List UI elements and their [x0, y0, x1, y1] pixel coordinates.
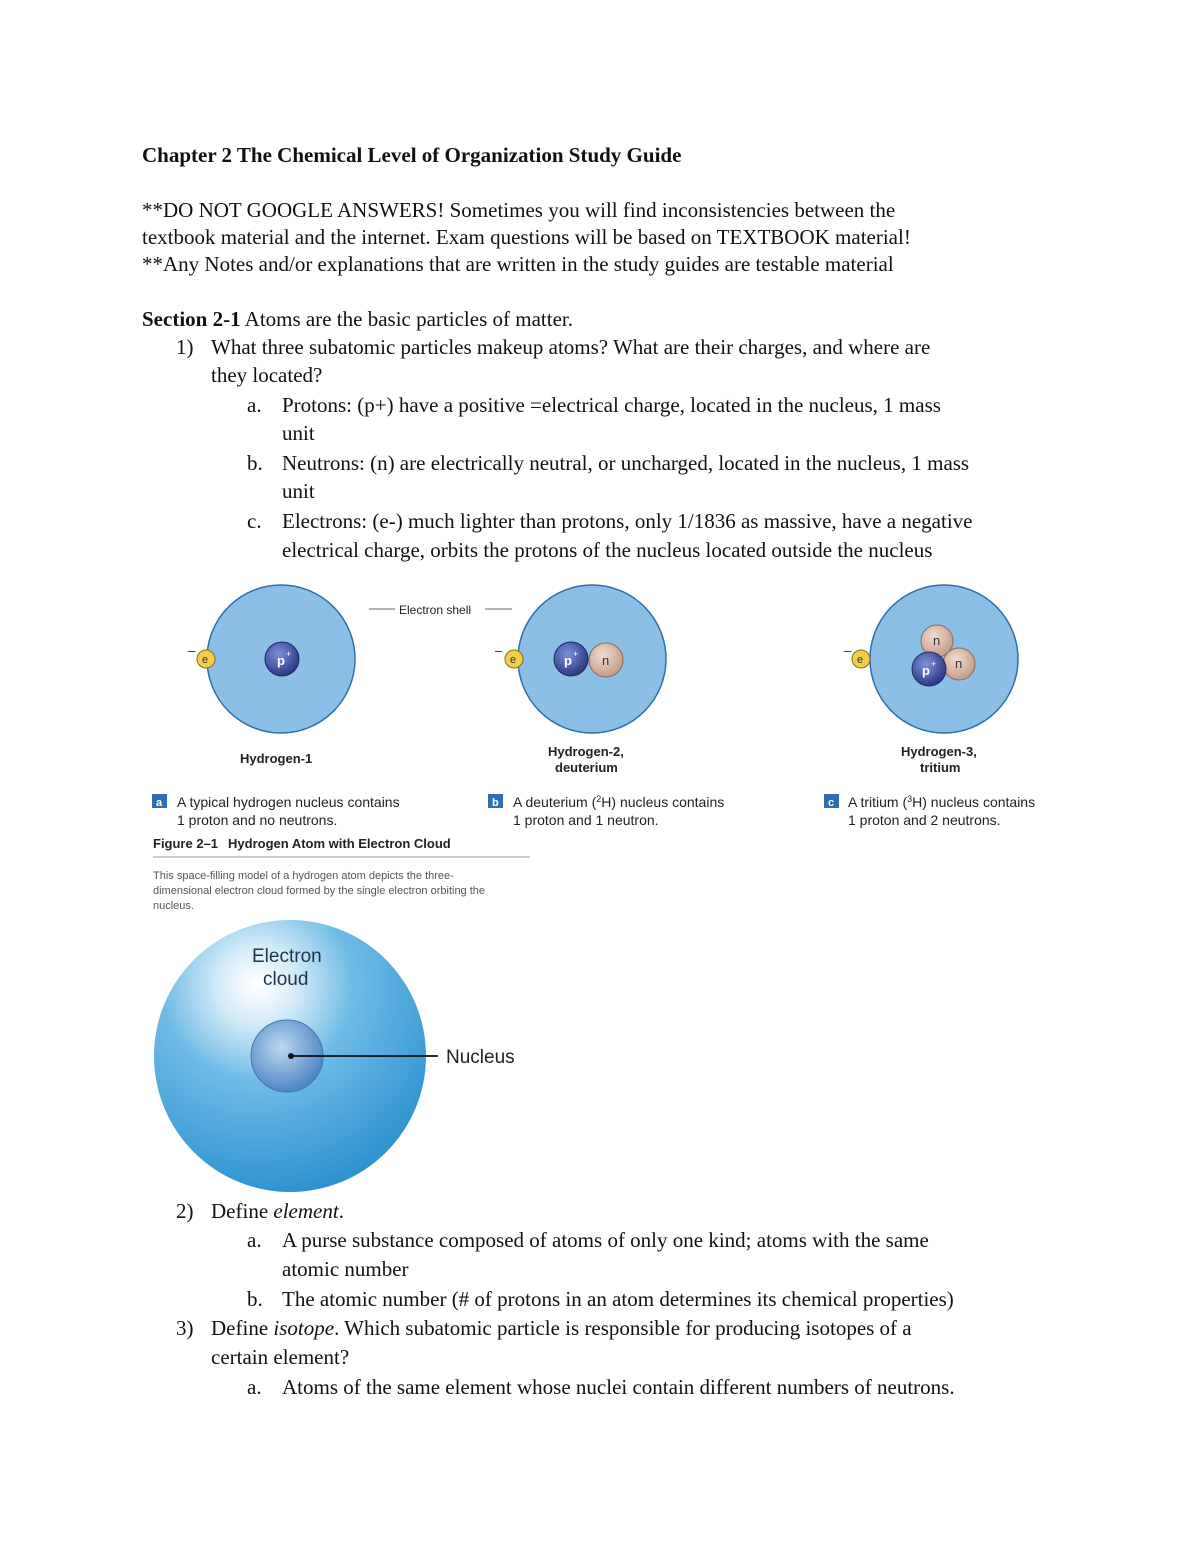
h2-electron-minus: – — [495, 643, 503, 658]
caption-c-badge-letter: c — [828, 797, 835, 809]
q2b-line-1: The atomic number (# of protons in an atom determines its chemical properties) — [282, 1287, 954, 1311]
h3-electron-minus: – — [844, 643, 852, 658]
q2b-marker: b. — [247, 1287, 263, 1311]
h3-proton-plus: + — [931, 659, 937, 669]
h3-name-line-2: tritium — [920, 760, 961, 775]
q1b-marker: b. — [247, 451, 263, 475]
h3-neutron-top-label: n — [933, 633, 941, 648]
electron-cloud-figure — [150, 832, 540, 1197]
caption-a-line-2: 1 proton and no neutrons. — [177, 812, 338, 828]
electron-cloud-label-line-1: Electron — [252, 946, 322, 967]
caption-c-line-2: 1 proton and 2 neutrons. — [848, 812, 1001, 828]
h1-proton-plus: + — [286, 649, 292, 659]
q1b-line-2: unit — [282, 479, 315, 503]
notice-line-1: **DO NOT GOOGLE ANSWERS! Sometimes you will find inconsistencies between the — [142, 198, 896, 222]
nucleus-label: Nucleus — [446, 1047, 515, 1068]
h2-proton-label: p — [564, 653, 572, 668]
section-label: Section 2-1 — [142, 307, 241, 331]
q2-text: Define element. — [211, 1199, 344, 1223]
q1-number: 1) — [176, 335, 194, 359]
q3-text-line-2: certain element? — [211, 1345, 350, 1369]
section-heading — [142, 307, 573, 332]
q1a-line-1: Protons: (p+) have a positive =electrical charge, located in the nucleus, 1 mass — [282, 393, 941, 417]
h2-name-line-1: Hydrogen-2, — [548, 744, 624, 759]
figure-label: Figure 2–1 Hydrogen Atom with Electron Cloud — [153, 836, 451, 851]
q2a-line-2: atomic number — [282, 1257, 409, 1281]
h1-electron-minus: – — [188, 643, 196, 658]
q1b-line-1: Neutrons: (n) are electrically neutral, or uncharged, located in the nucleus, 1 mass — [282, 451, 970, 475]
hydrogen-isotopes-figure — [150, 575, 1080, 830]
h2-electron-label: e — [510, 654, 517, 666]
h2-name-line-2: deuterium — [555, 760, 618, 775]
q1c-line-2: electrical charge, orbits the protons of the nucleus located outside the nucleus — [282, 538, 933, 562]
figure-desc-line-1: This space-filling model of a hydrogen atom depicts the three- — [153, 870, 454, 882]
caption-a-line-1: A typical hydrogen nucleus contains — [177, 794, 400, 810]
q1-text-line-2: they located? — [211, 363, 323, 387]
h3-neutron-right-label: n — [955, 656, 963, 671]
electron-shell-label: Electron shell — [399, 603, 472, 617]
h1-electron-label: e — [202, 654, 209, 666]
h3-proton-label: p — [922, 663, 930, 678]
q2a-line-1: A purse substance composed of atoms of only one kind; atoms with the same — [282, 1228, 929, 1252]
q3-term: isotope — [273, 1316, 335, 1340]
caption-b-line-2: 1 proton and 1 neutron. — [513, 812, 659, 828]
h1-proton-label: p — [277, 653, 285, 668]
h3-electron-label: e — [857, 654, 864, 666]
h2-proton-plus: + — [573, 649, 579, 659]
h2-neutron-label: n — [602, 653, 610, 668]
q1a-line-2: unit — [282, 421, 315, 445]
q2-number: 2) — [176, 1199, 194, 1223]
figure-desc-line-3: nucleus. — [153, 900, 194, 912]
h3-name-line-1: Hydrogen-3, — [901, 744, 977, 759]
q2a-marker: a. — [247, 1228, 262, 1252]
q1a-marker: a. — [247, 393, 262, 417]
h1-name: Hydrogen-1 — [240, 751, 313, 766]
caption-b-badge-letter: b — [492, 797, 499, 809]
page-title: Chapter 2 The Chemical Level of Organization Study Guide — [142, 143, 682, 167]
q3a-line-1: Atoms of the same element whose nuclei contain different numbers of neutrons. — [282, 1375, 955, 1399]
q3a-marker: a. — [247, 1375, 262, 1399]
notice-line-3: **Any Notes and/or explanations that are written in the study guides are testable material — [142, 252, 894, 276]
q2-term: element — [273, 1199, 339, 1223]
q3-text-line-1: Define isotope. Which subatomic particle is responsible for producing isotopes of a — [211, 1316, 912, 1340]
caption-c-line-1: A tritium ($^3$H) nucleus contains — [848, 794, 1036, 810]
electron-cloud-label-line-2: cloud — [263, 969, 309, 990]
q3-number: 3) — [176, 1316, 194, 1340]
q1c-marker: c. — [247, 509, 262, 533]
q1-text-line-1: What three subatomic particles makeup atoms? What are their charges, and where are — [211, 335, 931, 359]
figure-desc-line-2: dimensional electron cloud formed by the single electron orbiting the — [153, 885, 486, 897]
caption-b-line-1: A deuterium ($^2$H) nucleus contains — [513, 794, 725, 810]
section-text: Atoms are the basic particles of matter. — [240, 307, 573, 331]
notice-line-2: textbook material and the internet. Exam questions will be based on TEXTBOOK material! — [142, 225, 911, 249]
caption-a-badge-letter: a — [156, 797, 163, 809]
q1c-line-1: Electrons: (e-) much lighter than protons, only 1/1836 as massive, have a negative — [282, 509, 973, 533]
